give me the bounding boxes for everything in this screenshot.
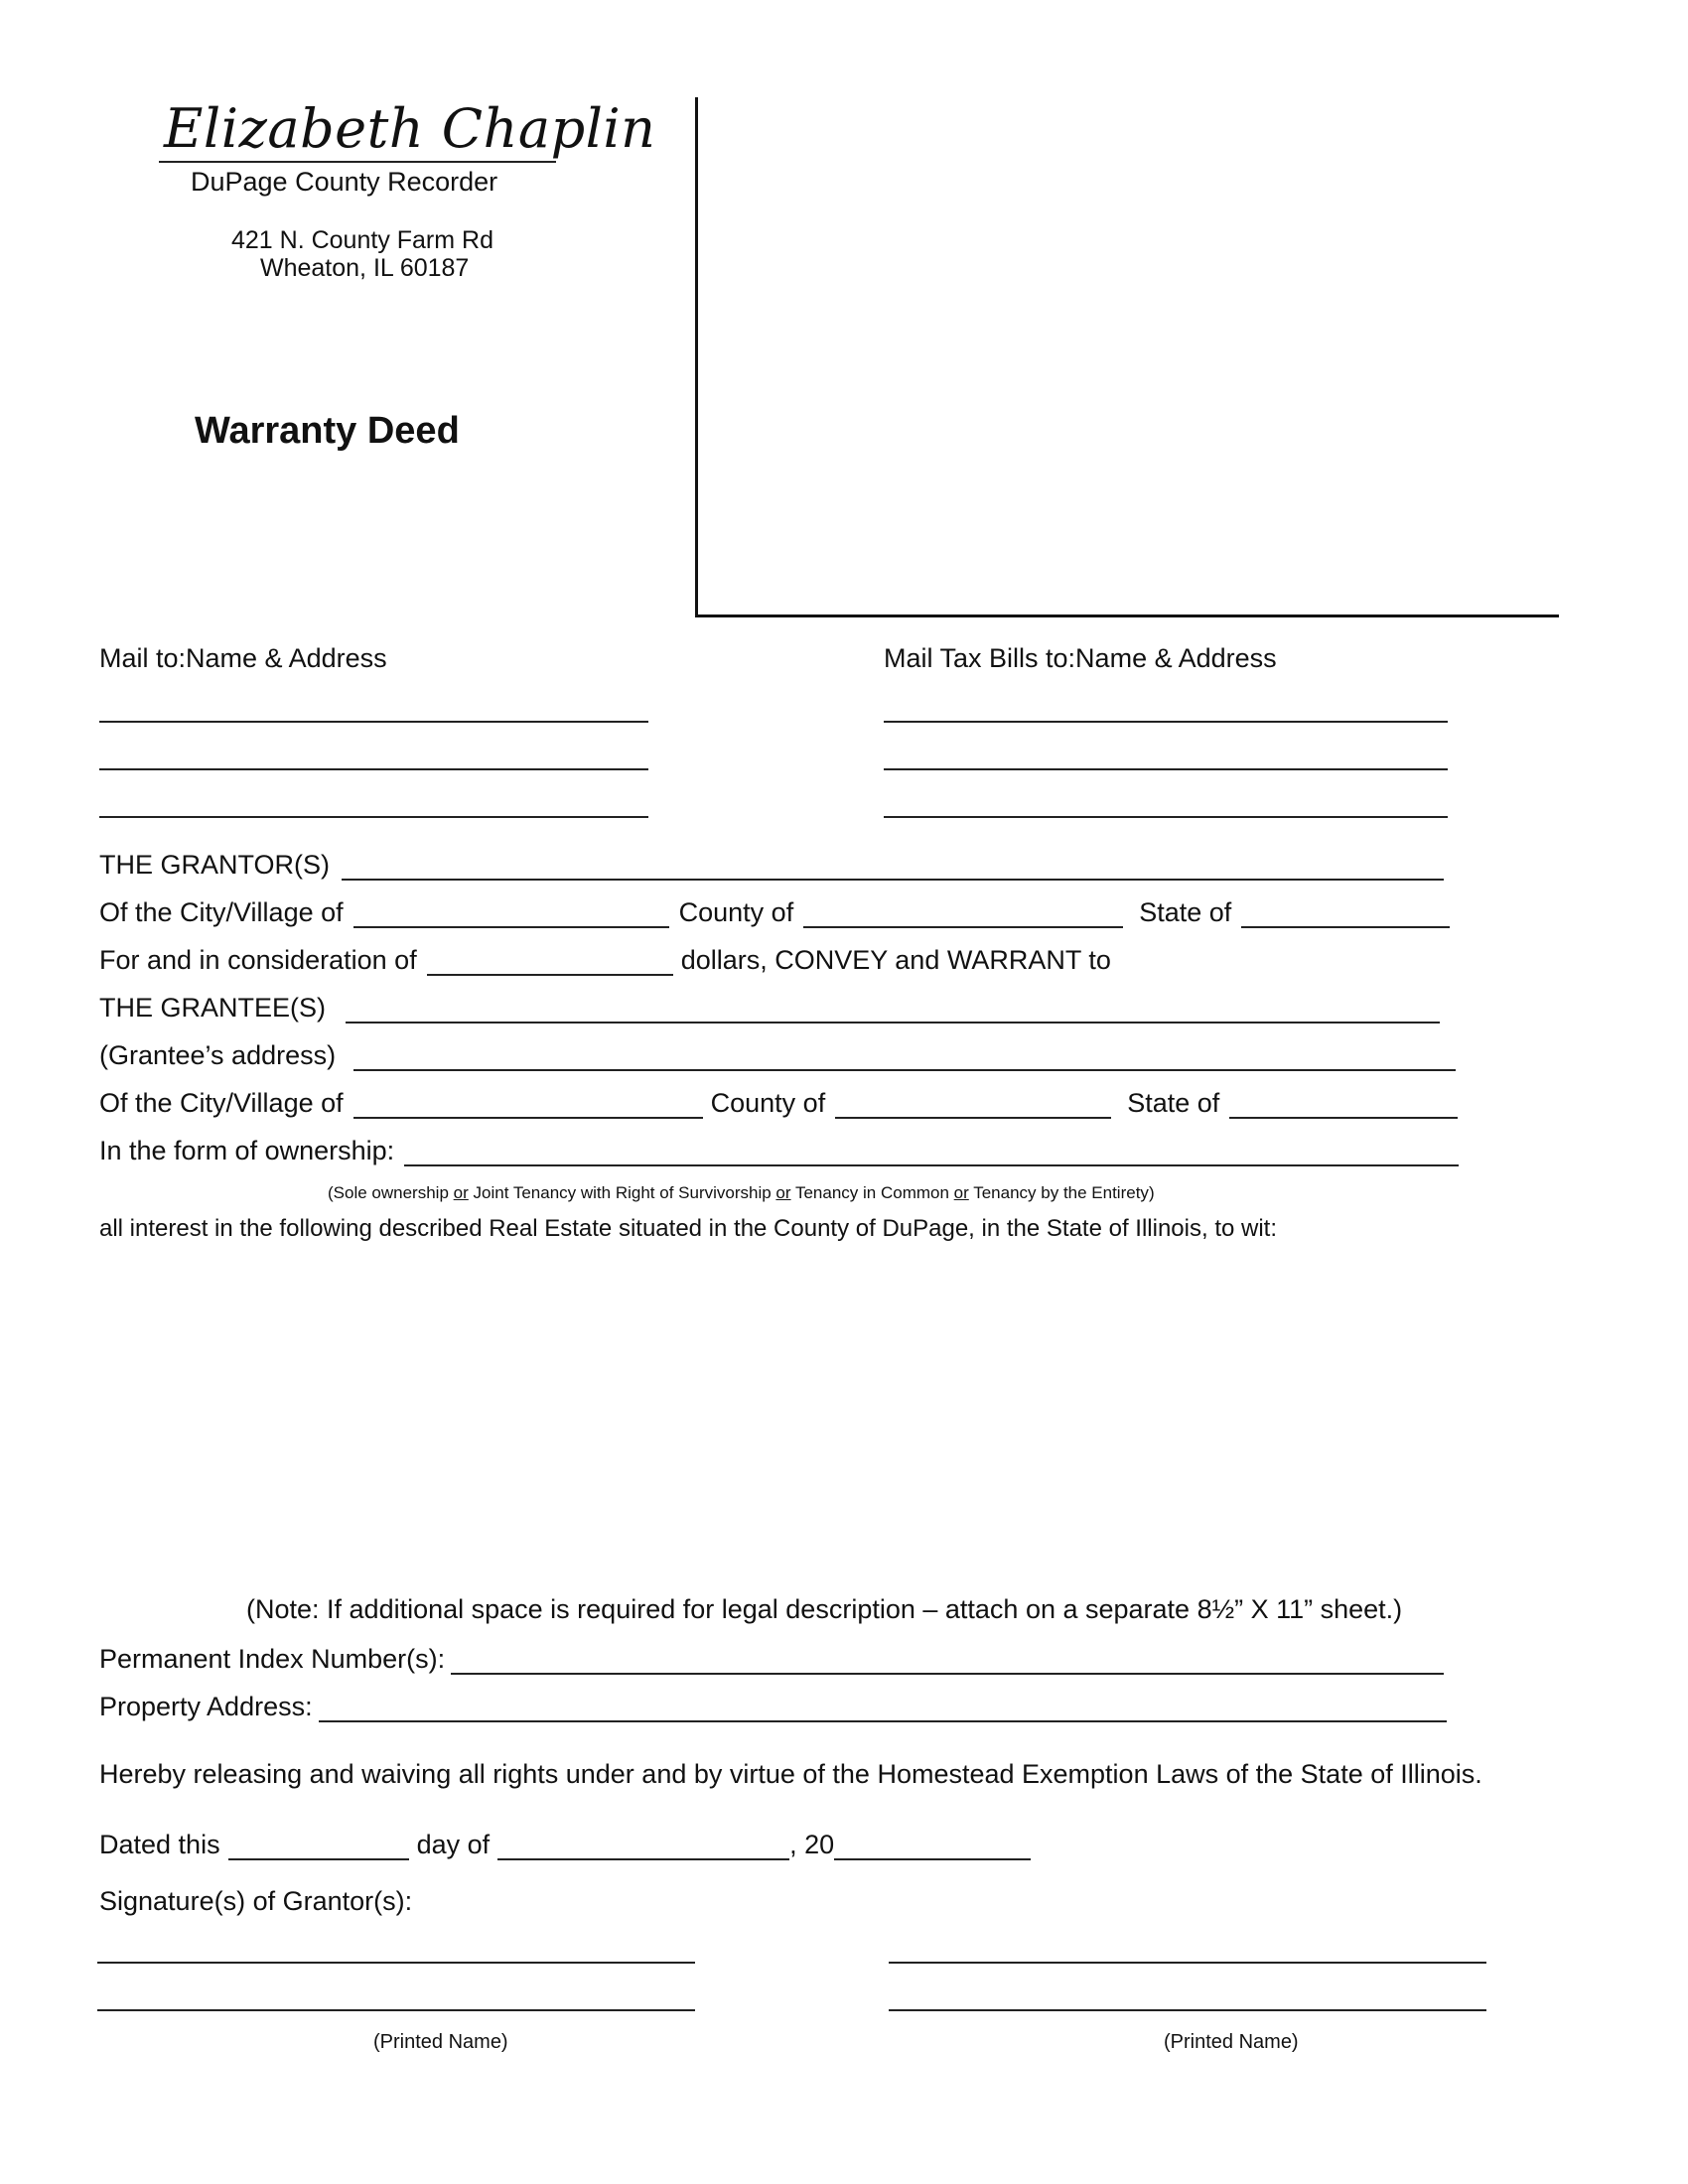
consideration-row [99, 945, 1111, 976]
day-of-label: day of [416, 1830, 491, 1859]
grantee-county-label: County of [710, 1088, 826, 1118]
recorder-title: DuPage County Recorder [191, 167, 498, 197]
ownership-options-hint: (Sole ownership or Joint Tenancy with Right of Survivorship or Tenancy in Common or Tenancy by the Entirety) [328, 1183, 1155, 1202]
consideration-amount-field[interactable] [427, 948, 673, 976]
grantor-county-label: County of [678, 897, 794, 927]
year-prefix-label: , 20 [789, 1830, 835, 1859]
ownership-opt-entirety: Tenancy by the Entirety [973, 1183, 1149, 1202]
grantor-state-label: State of [1139, 897, 1232, 927]
recorder-signature: Elizabeth Chaplin [164, 97, 656, 160]
grantor-row [99, 850, 1444, 881]
grantor-county-field[interactable] [803, 900, 1123, 928]
grantor-signature-line-right[interactable] [889, 1962, 1486, 1964]
mail-tax-bills-label: Mail Tax Bills to:Name & Address [884, 643, 1277, 673]
pin-field[interactable] [451, 1647, 1444, 1675]
grantee-row [99, 993, 1440, 1024]
real-estate-description-text: all interest in the following described Real Estate situated in the County of DuPage, in the State of Illinois, to wit: [99, 1215, 1277, 1242]
ownership-or-2: or [775, 1183, 791, 1202]
grantor-city-label: Of the City/Village of [99, 897, 344, 927]
property-address-row [99, 1692, 1447, 1722]
ownership-opt-common: Tenancy in Common [794, 1183, 949, 1202]
grantor-state-field[interactable] [1241, 900, 1450, 928]
mail-tax-line-1[interactable] [884, 721, 1448, 723]
convey-warrant-text: dollars, CONVEY and WARRANT to [680, 945, 1111, 975]
mail-to-line-1[interactable] [99, 721, 648, 723]
ownership-or-1: or [453, 1183, 469, 1202]
grantee-address-field[interactable] [353, 1043, 1456, 1071]
grantee-state-field[interactable] [1229, 1091, 1458, 1119]
grantee-label: THE GRANTEE(S) [99, 993, 327, 1023]
grantee-county-field[interactable] [835, 1091, 1111, 1119]
legal-description-area[interactable] [99, 1255, 1549, 1572]
pin-row [99, 1644, 1444, 1675]
recorder-address-line1: 421 N. County Farm Rd [231, 226, 493, 254]
recorder-box-bottom-border [695, 614, 1559, 617]
pin-label: Permanent Index Number(s): [99, 1644, 446, 1674]
property-address-label: Property Address: [99, 1692, 313, 1721]
consideration-label: For and in consideration of [99, 945, 417, 975]
grantee-address-label: (Grantee’s address) [99, 1040, 337, 1070]
ownership-opt-sole: Sole ownership [333, 1183, 449, 1202]
dated-day-field[interactable] [228, 1833, 409, 1860]
homestead-waiver-text: Hereby releasing and waiving all rights under and by virtue of the Homestead Exemption Laws of the State of Illinois. [99, 1759, 1482, 1789]
signature-of-grantors-label: Signature(s) of Grantor(s): [99, 1886, 413, 1916]
recorder-box-left-border [695, 97, 698, 617]
grantee-address-row [99, 1040, 1456, 1071]
grantee-city-field[interactable] [353, 1091, 703, 1119]
printed-name-line-left[interactable] [97, 2009, 695, 2011]
ownership-field[interactable] [404, 1139, 1459, 1166]
mail-tax-line-2[interactable] [884, 768, 1448, 770]
recorder-address-line2: Wheaton, IL 60187 [260, 254, 470, 282]
grantor-name-field[interactable] [342, 853, 1444, 881]
grantee-location-row [99, 1088, 1458, 1119]
ownership-or-3: or [953, 1183, 969, 1202]
grantor-location-row [99, 897, 1450, 928]
mail-to-label: Mail to:Name & Address [99, 643, 387, 673]
grantor-city-field[interactable] [353, 900, 669, 928]
printed-name-line-right[interactable] [889, 2009, 1486, 2011]
mail-to-line-2[interactable] [99, 768, 648, 770]
dated-month-field[interactable] [497, 1833, 789, 1860]
grantee-name-field[interactable] [346, 996, 1440, 1024]
grantee-city-label: Of the City/Village of [99, 1088, 344, 1118]
ownership-opt-joint: Joint Tenancy with Right of Survivorship [473, 1183, 772, 1202]
grantor-label: THE GRANTOR(S) [99, 850, 331, 880]
grantor-signature-line-left[interactable] [97, 1962, 695, 1964]
printed-name-caption-right: (Printed Name) [1164, 2031, 1299, 2053]
signature-underline [159, 161, 556, 163]
mail-tax-line-3[interactable] [884, 816, 1448, 818]
dated-this-label: Dated this [99, 1830, 220, 1859]
dated-row [99, 1830, 1031, 1860]
printed-name-caption-left: (Printed Name) [373, 2031, 508, 2053]
dated-year-field[interactable] [834, 1833, 1031, 1860]
grantee-state-label: State of [1127, 1088, 1220, 1118]
document-title: Warranty Deed [195, 410, 460, 452]
recorder-stamp-area[interactable] [699, 99, 1557, 614]
ownership-label: In the form of ownership: [99, 1136, 395, 1165]
legal-description-note: (Note: If additional space is required for legal description – attach on a separate 8½” X 11” sheet.) [246, 1594, 1403, 1624]
mail-to-line-3[interactable] [99, 816, 648, 818]
property-address-field[interactable] [319, 1695, 1447, 1722]
ownership-row [99, 1136, 1459, 1166]
